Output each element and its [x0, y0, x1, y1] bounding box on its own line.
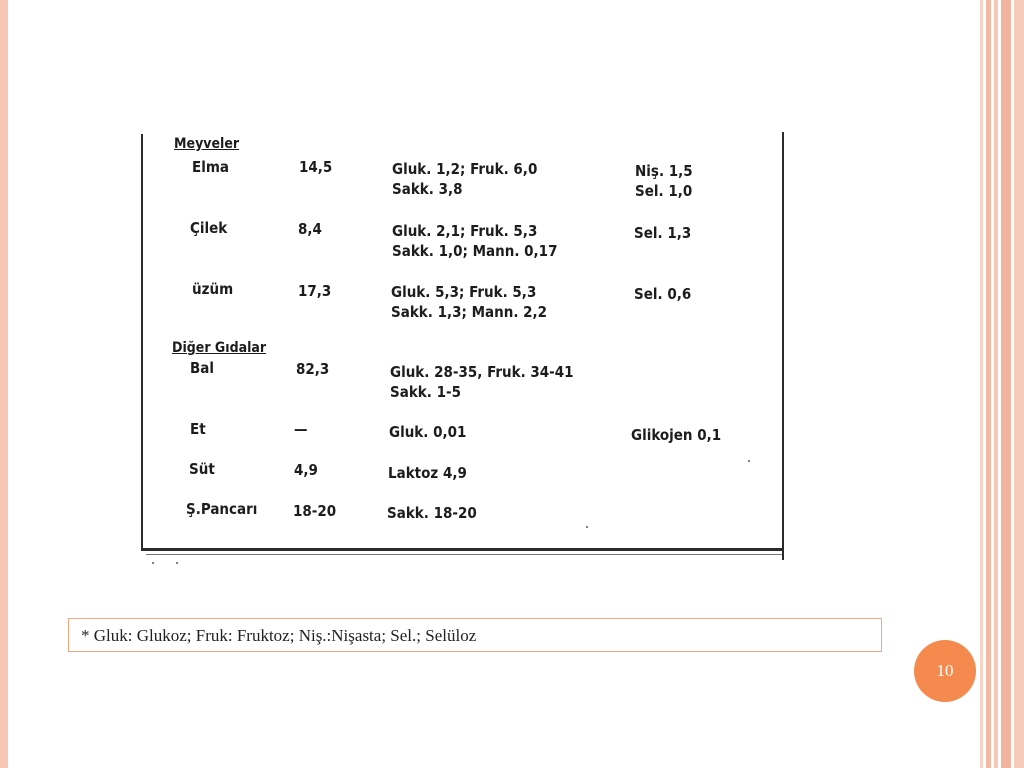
total-sugar-value: —	[294, 420, 308, 438]
sugar-composition-line1: Gluk. 2,1; Fruk. 5,3	[392, 222, 538, 240]
table-border-bottom-shadow	[146, 554, 782, 555]
other-carb-line1: Glikojen 0,1	[631, 426, 722, 444]
food-name: Et	[190, 420, 206, 438]
scan-speck	[586, 526, 588, 528]
scanned-table-image	[136, 128, 790, 568]
footnote-box: * Gluk: Glukoz; Fruk: Fruktoz; Niş.:Nişasta; Sel.; Selüloz	[68, 618, 882, 652]
sugar-composition-line2: Sakk. 1,3; Mann. 2,2	[391, 303, 548, 321]
sugar-composition-line1: Gluk. 1,2; Fruk. 6,0	[392, 160, 538, 178]
sugar-composition-line1: Laktoz 4,9	[388, 464, 467, 482]
right-stripe-decoration	[994, 0, 998, 768]
total-sugar-value: 14,5	[299, 158, 333, 176]
sugar-composition-line2: Sakk. 1-5	[390, 383, 461, 401]
table-border-bottom	[141, 548, 782, 551]
food-name: Bal	[190, 359, 215, 377]
other-carb-line2: Sel. 1,0	[635, 182, 693, 200]
right-stripe-decoration	[1001, 0, 1011, 768]
sugar-composition-line1: Gluk. 5,3; Fruk. 5,3	[391, 283, 537, 301]
other-carb-line1: Sel. 0,6	[634, 285, 692, 303]
section-heading-other-foods: Diğer Gıdalar	[172, 340, 267, 356]
scan-speck	[176, 562, 178, 564]
total-sugar-value: 17,3	[298, 282, 332, 300]
total-sugar-value: 18-20	[293, 502, 337, 520]
scan-speck	[152, 562, 154, 564]
left-border-decoration	[0, 0, 8, 768]
scan-speck	[748, 460, 750, 462]
section-heading-fruits: Meyveler	[174, 136, 240, 152]
sugar-composition-line1: Gluk. 28-35, Fruk. 34-41	[390, 363, 574, 381]
food-name: Süt	[189, 460, 215, 478]
food-name: Elma	[192, 158, 230, 176]
total-sugar-value: 4,9	[294, 461, 318, 479]
right-stripe-decoration	[986, 0, 991, 768]
sugar-composition-line1: Sakk. 18-20	[387, 504, 477, 522]
table-border-left	[141, 134, 143, 550]
total-sugar-value: 82,3	[296, 360, 330, 378]
food-name: üzüm	[192, 280, 234, 298]
right-stripe-decoration	[1014, 0, 1024, 768]
page-number-badge: 10	[914, 640, 976, 702]
other-carb-line1: Sel. 1,3	[634, 224, 692, 242]
sugar-composition-line2: Sakk. 3,8	[392, 180, 463, 198]
sugar-composition-line2: Sakk. 1,0; Mann. 0,17	[392, 242, 558, 260]
food-name: Çilek	[190, 219, 228, 237]
food-name: Ş.Pancarı	[186, 500, 258, 518]
other-carb-line1: Niş. 1,5	[635, 162, 693, 180]
sugar-composition-line1: Gluk. 0,01	[389, 423, 467, 441]
right-stripe-decoration	[980, 0, 983, 768]
table-border-right	[782, 132, 784, 560]
total-sugar-value: 8,4	[298, 220, 322, 238]
